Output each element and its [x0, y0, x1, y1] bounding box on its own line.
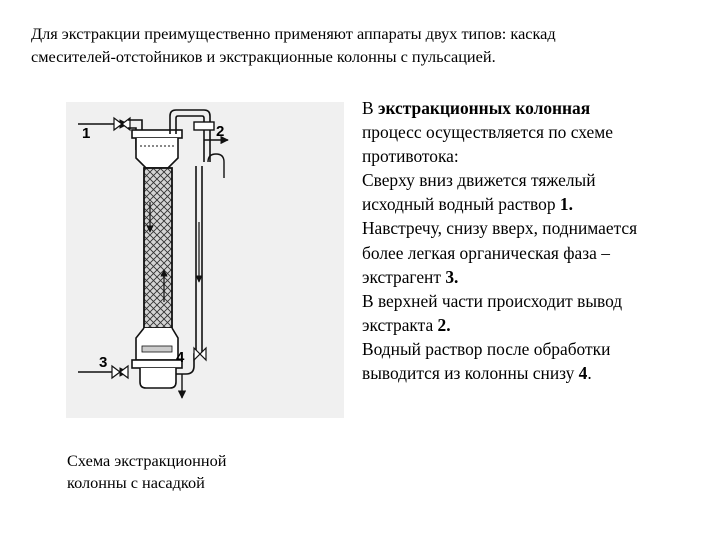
extraction-column-diagram — [66, 102, 344, 418]
desc-line-5 — [362, 192, 712, 216]
caption-line-1: Схема экстракционной — [67, 451, 227, 470]
desc-line-7: более легкая органическая фаза – — [362, 242, 610, 263]
desc-line-10-text: экстракта — [362, 314, 438, 335]
desc-line-8-text: экстрагент — [362, 266, 446, 287]
desc-line-1-bold: экстракционных колонная — [377, 98, 591, 118]
desc-line-9: В верхней части происходит вывод — [362, 290, 623, 311]
desc-line-10 — [362, 313, 712, 337]
column-body — [144, 168, 172, 328]
intro-line-1: Для экстракции преимущественно применяют аппараты двух типов: каскад — [31, 24, 556, 43]
desc-line-12-text: выводится из колонны снизу — [362, 363, 579, 384]
label-4: 4 — [176, 349, 185, 366]
column-top-head — [132, 130, 182, 168]
intro-line-2: смесителей-отстойников и экстракционные колонны с пульсацией. — [31, 47, 496, 66]
desc-line-3: противотока: — [362, 146, 459, 167]
desc-line-8 — [362, 265, 712, 289]
desc-line-1 — [362, 96, 712, 120]
valve-icon — [114, 118, 130, 130]
extraction-column-figure — [66, 102, 344, 418]
desc-line-1-text: В — [362, 98, 378, 118]
side-return-tube — [196, 154, 224, 354]
desc-line-10-bold: 2. — [437, 314, 451, 335]
desc-line-6: Навстречу, снизу вверх, поднимается — [362, 218, 638, 239]
desc-line-5-text: исходный водный раствор — [362, 194, 560, 215]
label-3: 3 — [99, 354, 108, 371]
caption-line-2: колонны с насадкой — [67, 473, 205, 492]
intro-text — [31, 22, 703, 68]
desc-line-8-bold: 3. — [445, 266, 459, 287]
process-description — [362, 96, 712, 385]
desc-line-11: Водный раствор после обработки — [362, 338, 611, 359]
desc-line-2: процесс осуществляется по схеме — [362, 122, 613, 143]
desc-line-12-bold: 4 — [578, 363, 588, 384]
figure-caption — [67, 450, 327, 494]
valve-icon — [112, 366, 128, 378]
valve-icon — [194, 348, 206, 360]
desc-line-12-end: . — [587, 363, 592, 384]
label-2: 2 — [216, 123, 225, 140]
label-1: 1 — [82, 125, 91, 142]
desc-line-5-bold: 1. — [559, 194, 573, 215]
desc-line-4: Сверху вниз движется тяжелый — [362, 170, 596, 191]
desc-line-12 — [362, 361, 712, 385]
column-bottom-head — [132, 328, 182, 388]
